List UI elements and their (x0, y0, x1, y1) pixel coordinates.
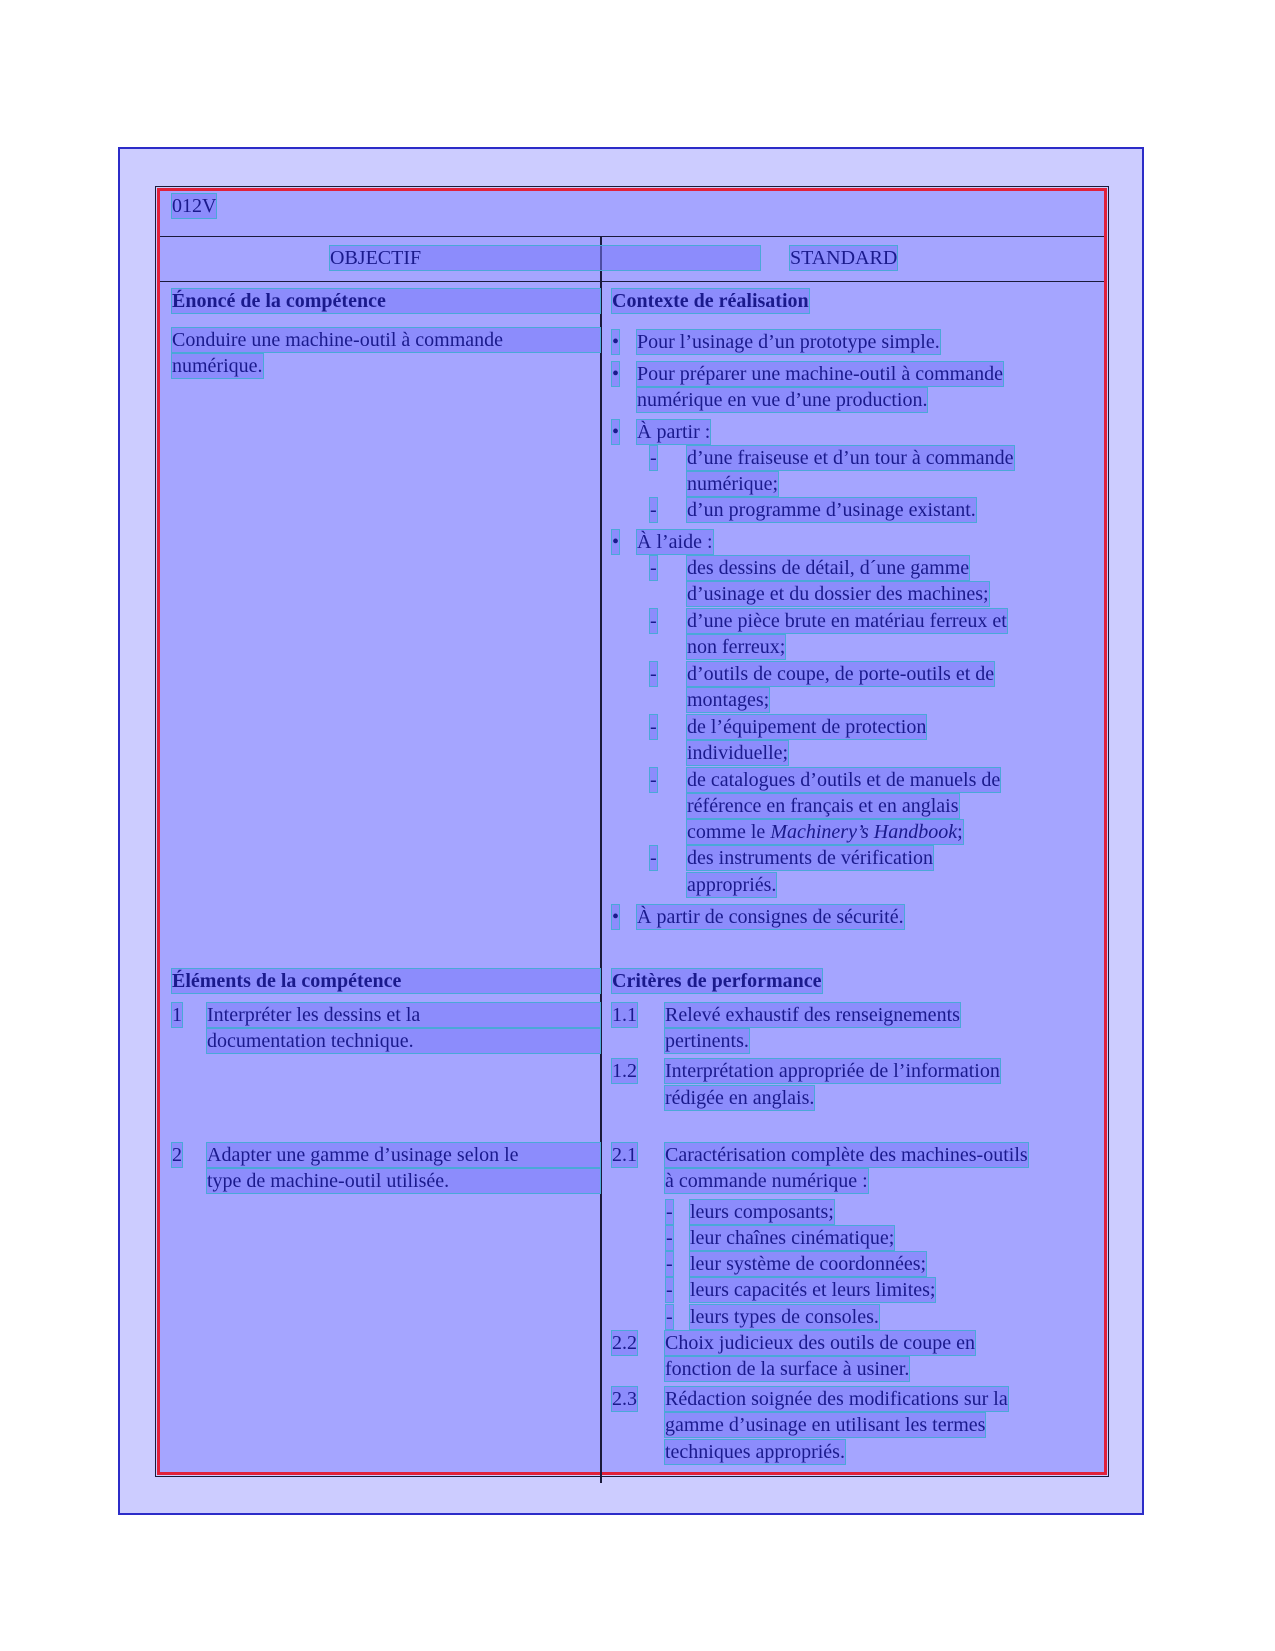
aide-item-6-line-1: des instruments de vérification (687, 847, 934, 869)
header-standard: STANDARD (790, 247, 898, 269)
critere-2-1-item-4: leurs capacités et leurs limites; (690, 1279, 936, 1301)
dash-mark: - (666, 1253, 673, 1275)
dash-mark: - (650, 557, 657, 579)
aide-item-1-line-1: des dessins de détail, d´une gamme (687, 557, 970, 579)
element-1-number: 1 (172, 1004, 182, 1026)
enonce-line-1: Conduire une machine-outil à commande (172, 328, 600, 352)
critere-1-1-line-2: pertinents. (665, 1030, 749, 1052)
critere-1-2-line-1: Interprétation appropriée de l’information (665, 1060, 1000, 1082)
enonce-title: Énoncé de la compétence (172, 289, 600, 313)
element-2-line-1: Adapter une gamme d’usinage selon le (207, 1143, 600, 1167)
handbook-title: Machinery’s Handbook (770, 821, 958, 843)
critere-2-3-line-3: techniques appropriés. (665, 1441, 845, 1463)
dash-mark: - (650, 499, 657, 521)
handbook-suffix: ; (957, 821, 963, 843)
critere-2-1-item-1: leurs composants; (690, 1201, 834, 1223)
competence-code: 012V (172, 195, 217, 217)
critere-2-1-line-2: à commande numérique : (665, 1170, 868, 1192)
dash-mark: - (666, 1279, 673, 1301)
critere-2-1-number: 2.1 (612, 1144, 637, 1166)
header-top-rule (160, 236, 1104, 237)
dash-mark: - (666, 1306, 673, 1328)
elements-title: Éléments de la compétence (172, 969, 600, 993)
critere-2-3-line-1: Rédaction soignée des modifications sur la (665, 1388, 1008, 1410)
contexte-bullet-1: Pour l’usinage d’un prototype simple. (637, 331, 940, 353)
partir-item-1-line-1: d’une fraiseuse et d’un tour à commande (687, 447, 1014, 469)
critere-2-1-item-2: leur chaînes cinématique; (690, 1227, 895, 1249)
bullet-mark: • (612, 531, 620, 553)
bullet-mark: • (612, 363, 620, 385)
element-1-line-2: documentation technique. (207, 1029, 600, 1053)
contexte-bullet-2-line-1: Pour préparer une machine-outil à commande (637, 363, 1003, 385)
critere-2-2-line-1: Choix judicieux des outils de coupe en (665, 1332, 975, 1354)
aide-item-5-line-1: de catalogues d’outils et de manuels de (687, 769, 1001, 791)
element-2-number: 2 (172, 1144, 182, 1166)
aide-item-2-line-1: d’une pièce brute en matériau ferreux et (687, 610, 1007, 632)
contexte-bullet-5: À partir de consignes de sécurité. (637, 906, 904, 928)
dash-mark: - (650, 847, 657, 869)
bullet-mark: • (612, 906, 620, 928)
critere-2-2-line-2: fonction de la surface à usiner. (665, 1358, 910, 1380)
aide-item-1-line-2: d’usinage et du dossier des machines; (687, 583, 989, 605)
dash-mark: - (650, 769, 657, 791)
column-divider (600, 236, 602, 1483)
aide-item-3-line-1: d’outils de coupe, de porte-outils et de (687, 663, 995, 685)
dash-mark: - (650, 663, 657, 685)
contexte-bullet-3: À partir : (637, 421, 711, 443)
partir-item-2: d’un programme d’usinage existant. (687, 499, 976, 521)
header-objectif: OBJECTIF (330, 246, 760, 270)
bullet-mark: • (612, 421, 620, 443)
dash-mark: - (666, 1227, 673, 1249)
aide-item-2-line-2: non ferreux; (687, 636, 786, 658)
critere-2-1-item-5: leurs types de consoles. (690, 1306, 879, 1328)
element-2-line-2: type de machine-outil utilisée. (207, 1169, 600, 1193)
contexte-title: Contexte de réalisation (612, 290, 809, 312)
bullet-mark: • (612, 331, 620, 353)
partir-item-1-line-2: numérique; (687, 473, 779, 495)
aide-item-5-line-2: référence en français et en anglais (687, 795, 959, 817)
dash-mark: - (650, 610, 657, 632)
critere-1-2-line-2: rédigée en anglais. (665, 1087, 815, 1109)
critere-1-1-line-1: Relevé exhaustif des renseignements (665, 1004, 960, 1026)
critere-2-1-item-3: leur système de coordonnées; (690, 1253, 927, 1275)
dash-mark: - (650, 716, 657, 738)
aide-item-3-line-2: montages; (687, 689, 770, 711)
header-bottom-rule (160, 281, 1104, 282)
contexte-bullet-2-line-2: numérique en vue d’une production. (637, 389, 928, 411)
contexte-bullet-4: À l’aide : (637, 531, 713, 553)
aide-item-5-line-3 (687, 820, 963, 844)
critere-2-1-line-1: Caractérisation complète des machines-outils (665, 1144, 1028, 1166)
element-1-line-1: Interpréter les dessins et la (207, 1003, 600, 1027)
aide-item-6-line-2: appropriés. (687, 874, 777, 896)
critere-2-3-number: 2.3 (612, 1388, 637, 1410)
dash-mark: - (650, 447, 657, 469)
critere-1-1-number: 1.1 (612, 1004, 637, 1026)
aide-item-4-line-2: individuelle; (687, 742, 789, 764)
enonce-line-2: numérique. (172, 355, 263, 377)
critere-2-2-number: 2.2 (612, 1332, 637, 1354)
critere-2-3-line-2: gamme d’usinage en utilisant les termes (665, 1414, 986, 1436)
critere-1-2-number: 1.2 (612, 1060, 637, 1082)
aide-item-4-line-1: de l’équipement de protection (687, 716, 927, 738)
handbook-prefix: comme le (687, 821, 766, 843)
criteres-title: Critères de performance (612, 970, 822, 992)
dash-mark: - (666, 1201, 673, 1223)
